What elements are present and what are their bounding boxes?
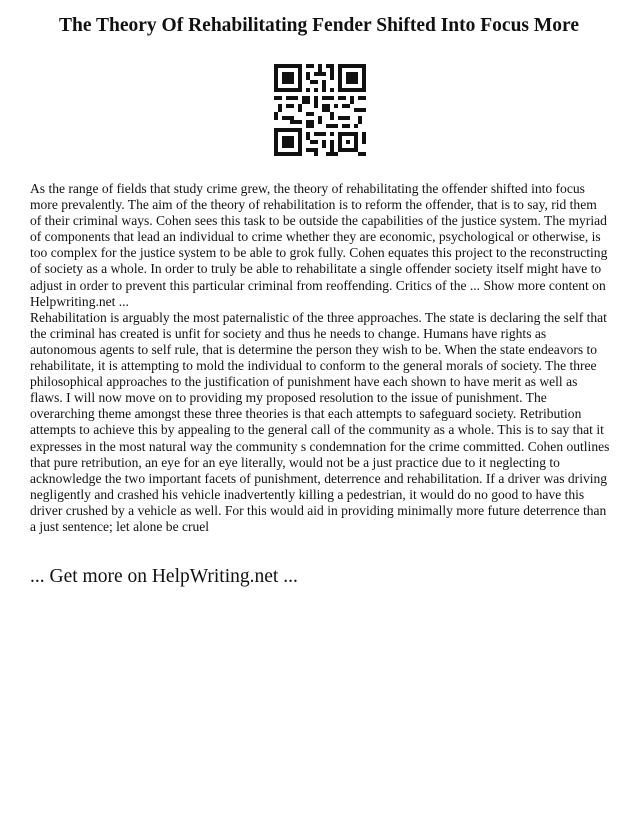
paragraph: Rehabilitation is arguably the most paternalistic of the three approaches. The state is declaring the self that the criminal has created is unfit for society and thus he needs to change. Humans have rights as autonomous agents to self rule, that is determine the person they wish to be. When the state endeavors to rehabilitate, it is attempting to mold the individual to conform to the general morals of society. The three philosophical approaches to the justification of punishment have each shown to have merit as well as flaws. I will now move on to providing my proposed resolution to the issue of punishment. The overarching theme amongst these three theories is that each attempts to safeguard society. Retribution attempts to achieve this by appealing to the general call of the community as a whole. This is to say that it expresses in the most natural way the community s condemnation for the crime committed. Cohen outlines that pure retribution, an eye for an eye literally, would not be a just practice due to it neglecting to acknowledge the two important facets of punishment, deterrence and rehabilitation. If a driver was driving negligently and crashed his vehicle inadvertently killing a pedestrian, it would do no good to have this driver crushed by a vehicle as well. For this would aid in providing minimally more future deterrence than a just sentence; let alone be cruel [30, 309, 610, 534]
article-body [30, 181, 610, 535]
get-more-link[interactable]: ... Get more on HelpWriting.net ... [30, 566, 298, 587]
page-title: The Theory Of Rehabilitating Fender Shifted Into Focus More [58, 15, 579, 36]
qr-code-icon [274, 64, 366, 156]
paragraph: As the range of fields that study crime grew, the theory of rehabilitating the offender shifted into focus more prevalently. The aim of the theory of rehabilitation is to reform the offender, that is to say, rid them of their criminal ways. Cohen sees this task to be outside the capabilities of the justice system. The myriad of components that lead an individual to crime whether they are economic, psychological or otherwise, is too complex for the justice system to be able to grok fully. Cohen equates this project to the reconstructing of society as a whole. In order to truly be able to rehabilitate a single offender society itself might have to adjust in order to prevent this particular criminal from reoffending. Critics of the ... Show more content on Helpwriting.net ... [30, 181, 608, 309]
